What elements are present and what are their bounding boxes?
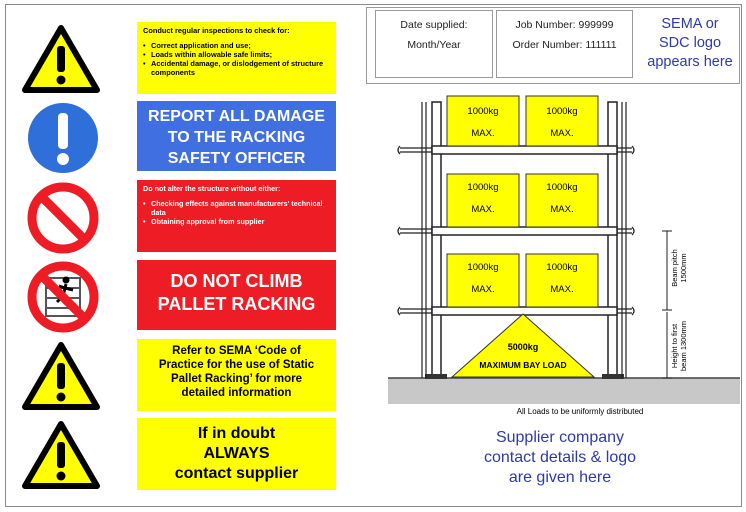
- first-beam-label: Height to first: [670, 323, 679, 369]
- doubt-line: ALWAYS: [203, 445, 270, 462]
- do-not-climb-panel: [137, 260, 336, 330]
- beam-level: [432, 146, 617, 154]
- sema-line: Pallet Racking’ for more: [170, 373, 302, 385]
- load-max: MAX.: [550, 204, 574, 215]
- job-number: Job Number: 999999: [515, 19, 614, 31]
- uniform-load-note: All Loads to be uniformly distributed: [516, 407, 644, 416]
- inspection-panel: [137, 22, 336, 94]
- warning-triangle-icon: [22, 24, 100, 94]
- order-number: Order Number: 111111: [512, 39, 617, 51]
- beam-level: [432, 227, 617, 235]
- inspection-item: • Loads within allowable safe limits;: [143, 50, 330, 59]
- do-not-alter-heading: Do not alter the structure without either:: [143, 184, 281, 193]
- if-in-doubt-panel: [137, 418, 336, 490]
- sema-line: Refer to SEMA ‘Code of: [172, 345, 301, 357]
- inspection-heading: Conduct regular inspections to check for:: [143, 26, 290, 35]
- supplier-line: are given here: [508, 469, 612, 486]
- first-beam-value: beam 1300mm: [679, 320, 688, 372]
- sema-line: Practice for the use of Static: [158, 359, 315, 371]
- date-supplied-label: Date supplied:: [400, 19, 468, 31]
- warning-triangle-icon: [22, 341, 100, 411]
- load-weight: 1000kg: [546, 106, 578, 117]
- report-line: TO THE RACKING: [167, 129, 306, 146]
- do-not-alter-item: • Checking effects against manufacturers' technical data: [143, 199, 330, 217]
- floor: [388, 378, 740, 404]
- sema-code-panel: [137, 339, 336, 411]
- logo-line: SEMA or: [661, 16, 719, 32]
- load-weight: 1000kg: [467, 182, 499, 193]
- mandatory-exclamation-icon: [26, 101, 100, 175]
- load-weight: 1000kg: [467, 262, 499, 273]
- warning-triangle-icon: [22, 420, 100, 490]
- doubt-line: If in doubt: [197, 425, 276, 442]
- do-not-alter-panel: [137, 180, 336, 252]
- load-max: MAX.: [471, 284, 495, 295]
- logo-line: SDC logo: [658, 35, 722, 51]
- bay-load-weight: 5000kg: [507, 342, 539, 352]
- no-climbing-icon: [26, 260, 100, 334]
- load-max: MAX.: [550, 128, 574, 139]
- load-max: MAX.: [471, 204, 495, 215]
- inspection-item: • Accidental damage, or dislodgement of structure components: [143, 59, 330, 77]
- upright-left: [432, 102, 441, 378]
- climb-line: DO NOT CLIMB: [170, 271, 303, 291]
- logo-line: appears here: [647, 54, 733, 70]
- supplier-details-placeholder: [460, 428, 660, 488]
- report-line: SAFETY OFFICER: [167, 150, 306, 167]
- inspection-item: • Correct application and use;: [143, 41, 330, 50]
- load-weight: 1000kg: [546, 262, 578, 273]
- logo-placeholder: [640, 15, 740, 72]
- supplier-line: contact details & logo: [483, 449, 637, 466]
- sema-line: detailed information: [181, 387, 292, 399]
- load-weight: 1000kg: [467, 106, 499, 117]
- upright-right: [608, 102, 617, 378]
- load-max: MAX.: [471, 128, 495, 139]
- bay-load-label: MAXIMUM BAY LOAD: [479, 360, 567, 370]
- date-supplied-box: [375, 10, 493, 78]
- job-order-box: [496, 10, 633, 78]
- report-damage-panel: [137, 101, 336, 171]
- do-not-alter-item: • Obtaining approval from supplier: [143, 217, 330, 226]
- load-weight: 1000kg: [546, 182, 578, 193]
- beam-pitch-value: 1500mm: [679, 253, 688, 283]
- report-line: REPORT ALL DAMAGE: [148, 108, 325, 125]
- date-supplied-value: Month/Year: [407, 39, 461, 51]
- doubt-line: contact supplier: [174, 465, 299, 482]
- load-max: MAX.: [550, 284, 574, 295]
- beam-level: [432, 307, 617, 315]
- beam-pitch-label: Beam pitch: [670, 249, 679, 287]
- supplier-line: Supplier company: [495, 429, 625, 446]
- racking-diagram: [380, 88, 740, 418]
- climb-line: PALLET RACKING: [157, 294, 316, 314]
- prohibition-icon: [26, 181, 100, 255]
